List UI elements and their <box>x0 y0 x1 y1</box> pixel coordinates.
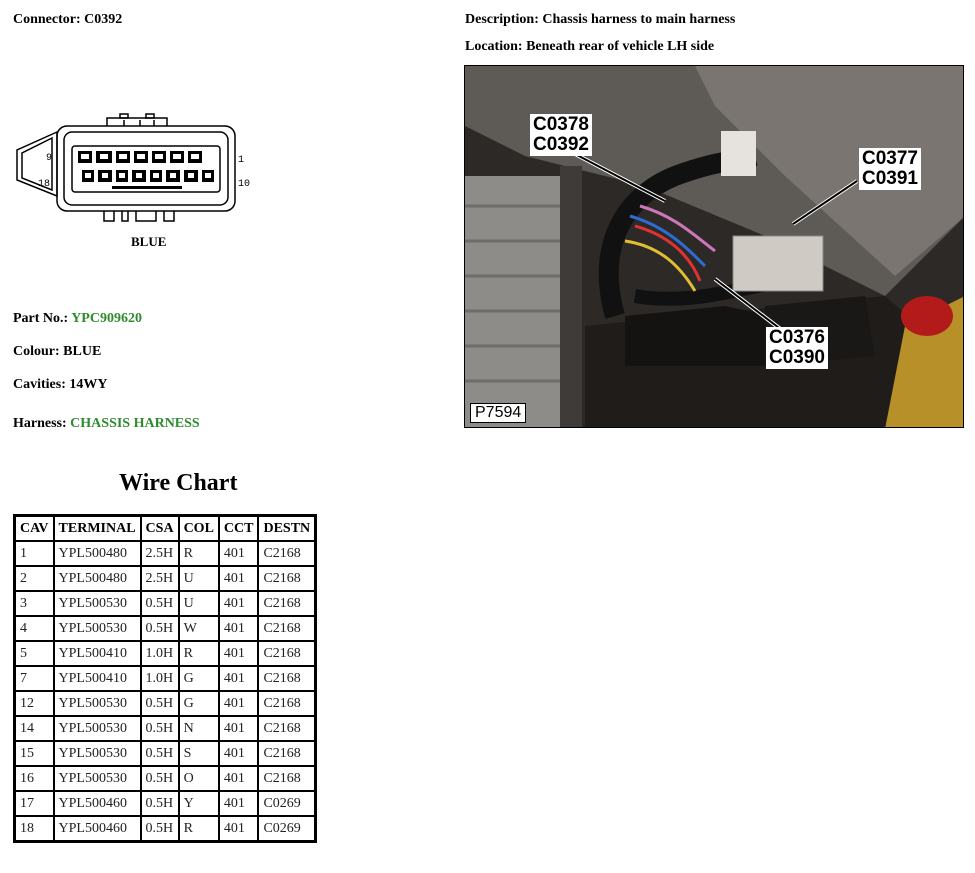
column-header: TERMINAL <box>54 516 141 542</box>
table-cell: YPL500530 <box>54 766 141 791</box>
table-row <box>15 666 316 691</box>
table-cell: 401 <box>219 591 259 616</box>
table-row <box>15 816 316 842</box>
table-cell: 0.5H <box>141 691 179 716</box>
table-row <box>15 591 316 616</box>
table-row <box>15 741 316 766</box>
table-cell: 14 <box>15 716 54 741</box>
photo-id: P7594 <box>470 403 526 423</box>
column-header: DESTN <box>258 516 315 542</box>
table-cell: C0269 <box>258 791 315 816</box>
connector-diagram <box>12 108 257 253</box>
table-cell: 16 <box>15 766 54 791</box>
table-row <box>15 691 316 716</box>
table-cell: G <box>179 666 219 691</box>
table-row <box>15 616 316 641</box>
column-header: CAV <box>15 516 54 542</box>
table-cell: C2168 <box>258 691 315 716</box>
table-cell: 12 <box>15 691 54 716</box>
table-cell: YPL500530 <box>54 741 141 766</box>
table-cell: C2168 <box>258 541 315 566</box>
table-cell: 7 <box>15 666 54 691</box>
table-cell: Y <box>179 791 219 816</box>
description-label: Description: Chassis harness to main harness <box>465 12 736 27</box>
table-cell: C2168 <box>258 666 315 691</box>
diagram-colour-label: BLUE <box>131 234 167 249</box>
part-no: Part No.: YPC909620 <box>13 311 142 326</box>
table-cell: 0.5H <box>141 616 179 641</box>
cavities-value: 14WY <box>69 377 108 392</box>
part-no-value: YPC909620 <box>71 311 142 326</box>
table-row <box>15 791 316 816</box>
table-cell: C2168 <box>258 641 315 666</box>
table-cell: 0.5H <box>141 741 179 766</box>
table-cell: 401 <box>219 616 259 641</box>
table-cell: 1.0H <box>141 641 179 666</box>
table-cell: 401 <box>219 566 259 591</box>
location-value: Beneath rear of vehicle LH side <box>526 39 715 54</box>
pin-18-label: 18 <box>38 179 51 190</box>
table-cell: R <box>179 816 219 842</box>
wire-chart-header-row <box>15 516 316 542</box>
table-cell: YPL500410 <box>54 641 141 666</box>
connector-label: Connector: C0392 <box>13 12 123 27</box>
table-cell: 5 <box>15 641 54 666</box>
table-cell: YPL500530 <box>54 616 141 641</box>
table-cell: 401 <box>219 816 259 842</box>
table-cell: R <box>179 541 219 566</box>
table-cell: 401 <box>219 741 259 766</box>
colour-value: BLUE <box>63 344 102 359</box>
table-cell: YPL500530 <box>54 691 141 716</box>
table-cell: W <box>179 616 219 641</box>
table-cell: U <box>179 591 219 616</box>
table-cell: 401 <box>219 541 259 566</box>
table-row <box>15 766 316 791</box>
table-cell: 401 <box>219 666 259 691</box>
table-row <box>15 716 316 741</box>
table-cell: 18 <box>15 816 54 842</box>
table-cell: YPL500460 <box>54 791 141 816</box>
connector-latch <box>17 132 57 196</box>
callout-c0376: C0376 C0390 <box>766 327 828 369</box>
table-cell: 0.5H <box>141 816 179 842</box>
table-cell: C0269 <box>258 816 315 842</box>
table-cell: 0.5H <box>141 716 179 741</box>
wire-chart-title: Wire Chart <box>119 470 238 496</box>
location-photo <box>464 65 964 428</box>
table-cell: N <box>179 716 219 741</box>
table-cell: G <box>179 691 219 716</box>
wire-chart-table <box>13 514 317 843</box>
table-cell: 2.5H <box>141 566 179 591</box>
table-cell: YPL500530 <box>54 716 141 741</box>
table-cell: 2.5H <box>141 541 179 566</box>
connector-value: C0392 <box>84 12 123 27</box>
cavities: Cavities: 14WY <box>13 377 108 392</box>
table-row <box>15 541 316 566</box>
harness: Harness: CHASSIS HARNESS <box>13 416 200 431</box>
table-cell: O <box>179 766 219 791</box>
table-cell: C2168 <box>258 616 315 641</box>
callout-c0377: C0377 C0391 <box>859 148 921 190</box>
table-cell: 401 <box>219 691 259 716</box>
table-cell: U <box>179 566 219 591</box>
table-cell: R <box>179 641 219 666</box>
table-cell: 0.5H <box>141 766 179 791</box>
table-cell: 3 <box>15 591 54 616</box>
column-header: COL <box>179 516 219 542</box>
table-cell: 401 <box>219 791 259 816</box>
table-cell: C2168 <box>258 766 315 791</box>
table-cell: YPL500480 <box>54 566 141 591</box>
table-cell: YPL500460 <box>54 816 141 842</box>
table-row <box>15 566 316 591</box>
table-cell: 401 <box>219 716 259 741</box>
table-cell: 17 <box>15 791 54 816</box>
table-cell: 401 <box>219 641 259 666</box>
table-row <box>15 641 316 666</box>
table-cell: 0.5H <box>141 591 179 616</box>
harness-value: CHASSIS HARNESS <box>70 416 200 431</box>
pin-10-label: 10 <box>238 179 251 190</box>
table-cell: C2168 <box>258 716 315 741</box>
description-value: Chassis harness to main harness <box>542 12 736 27</box>
table-cell: 1.0H <box>141 666 179 691</box>
table-cell: 4 <box>15 616 54 641</box>
table-cell: C2168 <box>258 591 315 616</box>
table-cell: 1 <box>15 541 54 566</box>
table-cell: S <box>179 741 219 766</box>
column-header: CSA <box>141 516 179 542</box>
colour: Colour: BLUE <box>13 344 102 359</box>
table-cell: 2 <box>15 566 54 591</box>
location-label: Location: Beneath rear of vehicle LH side <box>465 39 715 54</box>
table-cell: 15 <box>15 741 54 766</box>
callout-c0378: C0378 C0392 <box>530 114 592 156</box>
column-header: CCT <box>219 516 259 542</box>
table-cell: YPL500530 <box>54 591 141 616</box>
pin-9-label: 9 <box>46 153 53 164</box>
table-cell: YPL500410 <box>54 666 141 691</box>
table-cell: 401 <box>219 766 259 791</box>
pin-1-label: 1 <box>238 155 245 166</box>
table-cell: YPL500480 <box>54 541 141 566</box>
table-cell: C2168 <box>258 566 315 591</box>
table-cell: C2168 <box>258 741 315 766</box>
table-cell: 0.5H <box>141 791 179 816</box>
